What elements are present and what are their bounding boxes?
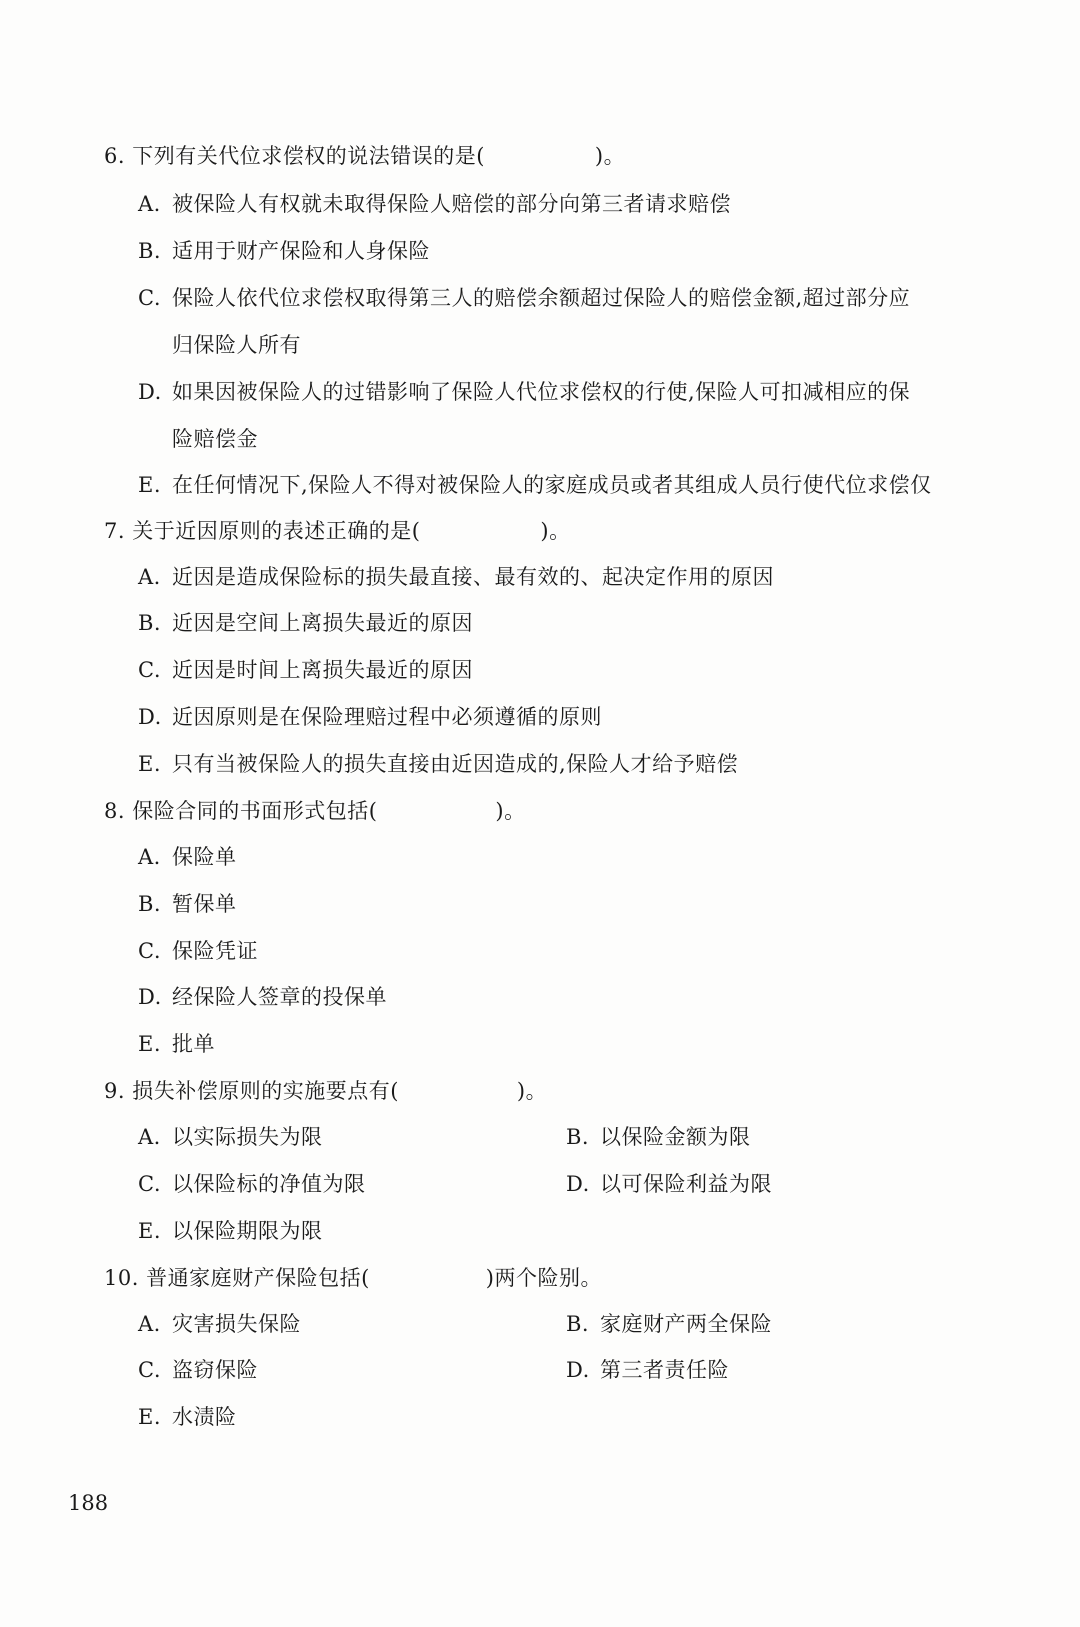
option-9c — [138, 1169, 366, 1199]
question-10-stem-end: )两个险别。 — [485, 1266, 602, 1290]
option-letter: B. — [138, 239, 162, 263]
option-letter: A. — [138, 565, 161, 589]
option-letter: C. — [138, 658, 161, 682]
option-letter: D. — [566, 1172, 590, 1196]
option-text: 保险单 — [172, 845, 237, 869]
question-9-stem-end: )。 — [516, 1079, 548, 1103]
question-7 — [104, 516, 571, 546]
option-text: 经保险人签章的投保单 — [172, 985, 387, 1009]
option-letter: C. — [138, 1172, 161, 1196]
option-letter: E. — [138, 1032, 162, 1056]
option-6c-continued: 归保险人所有 — [172, 333, 301, 357]
option-letter: E. — [138, 1219, 162, 1243]
option-9a — [138, 1122, 323, 1152]
option-6d-continued: 险赔偿金 — [172, 427, 258, 451]
option-letter: A. — [138, 192, 161, 216]
option-text: 家庭财产两全保险 — [600, 1312, 772, 1336]
option-9e — [138, 1216, 323, 1246]
option-8a — [138, 842, 237, 872]
option-letter: A. — [138, 845, 161, 869]
option-6a — [138, 189, 731, 219]
option-10d — [566, 1355, 729, 1385]
question-9 — [104, 1076, 547, 1106]
question-10-stem: 10. 普通家庭财产保险包括( — [104, 1266, 370, 1290]
question-7-stem-end: )。 — [540, 519, 571, 543]
option-text: 近因是时间上离损失最近的原因 — [172, 658, 473, 682]
question-9-stem: 9. 损失补偿原则的实施要点有( — [104, 1079, 399, 1103]
option-text: 水渍险 — [172, 1405, 237, 1429]
option-6e — [138, 470, 932, 500]
option-letter: C. — [138, 1358, 161, 1382]
option-letter: B. — [138, 892, 162, 916]
option-text: 第三者责任险 — [600, 1358, 729, 1382]
question-6-stem-end: )。 — [594, 144, 626, 168]
option-text: 以实际损失为限 — [172, 1125, 323, 1149]
option-text: 保险人依代位求偿权取得第三人的赔偿余额超过保险人的赔偿金额,超过部分应 — [172, 286, 911, 310]
option-text: 近因是造成保险标的损失最直接、最有效的、起决定作用的原因 — [172, 565, 774, 589]
option-6c — [138, 283, 910, 313]
option-7a — [138, 562, 774, 592]
option-text: 只有当被保险人的损失直接由近因造成的,保险人才给予赔偿 — [172, 752, 739, 776]
question-8-stem-end: )。 — [495, 799, 526, 823]
option-8c — [138, 936, 258, 966]
option-7b — [138, 608, 473, 638]
option-10e — [138, 1402, 237, 1432]
option-letter: A. — [138, 1125, 161, 1149]
option-text: 以保险金额为限 — [600, 1125, 751, 1149]
option-letter: B. — [138, 611, 162, 635]
option-letter: A. — [138, 1312, 161, 1336]
question-6 — [104, 141, 625, 171]
question-10 — [104, 1263, 602, 1293]
option-letter: D. — [138, 705, 162, 729]
option-letter: E. — [138, 1405, 162, 1429]
option-letter: D. — [138, 380, 162, 404]
option-text: 近因原则是在保险理赔过程中必须遵循的原则 — [172, 705, 602, 729]
option-6d — [138, 377, 910, 407]
option-letter: D. — [566, 1358, 590, 1382]
option-text: 适用于财产保险和人身保险 — [172, 239, 430, 263]
option-8b — [138, 889, 237, 919]
option-text: 近因是空间上离损失最近的原因 — [172, 611, 473, 635]
question-8 — [104, 796, 526, 826]
option-letter: B. — [566, 1125, 590, 1149]
option-9b — [566, 1122, 751, 1152]
question-7-stem: 7. 关于近因原则的表述正确的是( — [104, 519, 421, 543]
option-8d — [138, 982, 387, 1012]
option-text: 被保险人有权就未取得保险人赔偿的部分向第三者请求赔偿 — [172, 192, 731, 216]
option-text: 保险凭证 — [172, 939, 258, 963]
option-letter: E. — [138, 473, 162, 497]
option-9d — [566, 1169, 772, 1199]
option-letter: C. — [138, 939, 161, 963]
option-7c — [138, 655, 473, 685]
option-text: 以保险标的净值为限 — [172, 1172, 366, 1196]
option-10c — [138, 1355, 258, 1385]
option-text: 灾害损失保险 — [172, 1312, 301, 1336]
option-10b — [566, 1309, 772, 1339]
option-text: 暂保单 — [172, 892, 237, 916]
page-number: 188 — [68, 1491, 109, 1515]
question-6-stem: 6. 下列有关代位求偿权的说法错误的是( — [104, 144, 485, 168]
option-text: 批单 — [172, 1032, 215, 1056]
option-letter: B. — [566, 1312, 590, 1336]
option-text: 在任何情况下,保险人不得对被保险人的家庭成员或者其组成人员行使代位求偿仅 — [172, 473, 932, 497]
option-text: 如果因被保险人的过错影响了保险人代位求偿权的行使,保险人可扣减相应的保 — [172, 380, 911, 404]
option-letter: E. — [138, 752, 162, 776]
option-7d — [138, 702, 602, 732]
option-text: 盗窃保险 — [172, 1358, 258, 1382]
option-6b — [138, 236, 430, 266]
option-letter: C. — [138, 286, 161, 310]
option-8e — [138, 1029, 215, 1059]
option-text: 以保险期限为限 — [172, 1219, 323, 1243]
question-8-stem: 8. 保险合同的书面形式包括( — [104, 799, 378, 823]
option-7e — [138, 749, 738, 779]
option-letter: D. — [138, 985, 162, 1009]
option-text: 以可保险利益为限 — [600, 1172, 772, 1196]
option-10a — [138, 1309, 301, 1339]
